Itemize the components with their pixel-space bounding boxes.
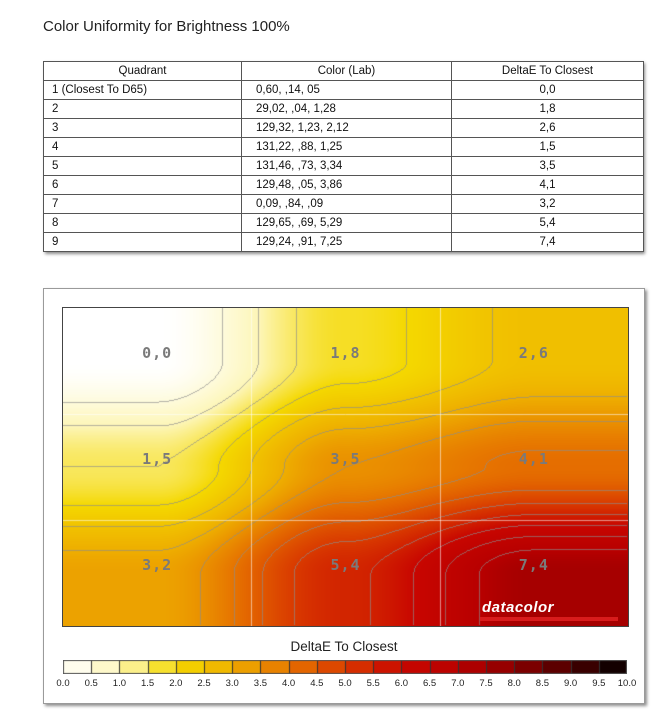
lab-cell: 131,46, ,73, 3,34 <box>242 157 452 176</box>
quadrant-cell: 8 <box>44 214 242 233</box>
lab-cell: 129,24, ,91, 7,25 <box>242 233 452 252</box>
table-row <box>44 81 644 100</box>
color-scale-bar <box>63 660 627 674</box>
table-row <box>44 157 644 176</box>
scale-tick-label: 6.5 <box>422 678 437 689</box>
quadrant-cell: 9 <box>44 233 242 252</box>
lab-cell: 131,22, ,88, 1,25 <box>242 138 452 157</box>
table-row <box>44 233 644 252</box>
quadrant-value-label: 3,5 <box>330 449 361 468</box>
scale-tick-label: 9.5 <box>592 678 606 689</box>
table-row <box>44 138 644 157</box>
scale-tick-label: 8.5 <box>535 678 549 689</box>
deltae-cell: 5,4 <box>452 214 644 233</box>
table-row <box>44 119 644 138</box>
scale-tick-label: 0.0 <box>56 678 70 689</box>
quadrant-value-label: 7,4 <box>518 555 549 574</box>
quadrant-value-label: 4,1 <box>518 449 549 468</box>
scale-tick-label: 4.0 <box>281 678 296 689</box>
scale-tick-label: 8.0 <box>507 678 521 689</box>
quadrant-value-label: 1,5 <box>142 449 173 468</box>
scale-tick-label: 7.0 <box>451 678 465 689</box>
header-deltae: DeltaE To Closest <box>452 62 644 81</box>
scale-tick-label: 2.5 <box>197 678 211 689</box>
scale-tick-label: 2.0 <box>169 678 183 689</box>
scale-tick-label: 1.0 <box>112 678 126 689</box>
uniformity-plot-panel <box>43 288 645 704</box>
deltae-cell: 7,4 <box>452 233 644 252</box>
quadrant-value-label: 2,6 <box>518 343 549 362</box>
quadrant-value-label: 3,2 <box>142 555 173 574</box>
logo-text: datacolor <box>482 599 555 616</box>
header-color-lab: Color (Lab) <box>242 62 452 81</box>
quadrant-value-label: 5,4 <box>330 555 361 574</box>
table-row <box>44 214 644 233</box>
table-header-row <box>44 62 644 81</box>
deltae-cell: 0,0 <box>452 81 644 100</box>
lab-cell: 0,09, ,84, ,09 <box>242 195 452 214</box>
page-title: Color Uniformity for Brightness 100% <box>43 18 290 35</box>
logo-bar <box>480 617 618 621</box>
lab-cell: 29,02, ,04, 1,28 <box>242 100 452 119</box>
scale-tick-label: 0.5 <box>84 678 98 689</box>
lab-cell: 129,65, ,69, 5,29 <box>242 214 452 233</box>
quadrant-cell: 6 <box>44 176 242 195</box>
deltae-cell: 2,6 <box>452 119 644 138</box>
lab-cell: 0,60, ,14, 05 <box>242 81 452 100</box>
scale-tick-labels <box>44 678 644 692</box>
header-quadrant: Quadrant <box>44 62 242 81</box>
scale-tick-label: 7.5 <box>479 678 493 689</box>
scale-title: DeltaE To Closest <box>290 639 398 654</box>
deltae-cell: 1,5 <box>452 138 644 157</box>
quadrant-cell: 5 <box>44 157 242 176</box>
quadrant-cell: 3 <box>44 119 242 138</box>
datacolor-logo <box>480 599 618 621</box>
table-row <box>44 176 644 195</box>
uniformity-table-container <box>43 61 643 252</box>
deltae-cell: 3,2 <box>452 195 644 214</box>
lab-cell: 129,48, ,05, 3,86 <box>242 176 452 195</box>
scale-tick-label: 9.0 <box>563 678 578 689</box>
scale-tick-label: 10.0 <box>617 678 637 689</box>
uniformity-table <box>43 61 644 252</box>
quadrant-cell: 7 <box>44 195 242 214</box>
quadrant-cell: 1 (Closest To D65) <box>44 81 242 100</box>
quadrant-value-label: 0,0 <box>142 343 173 362</box>
deltae-cell: 4,1 <box>452 176 644 195</box>
scale-tick-label: 5.0 <box>338 678 352 689</box>
quadrant-cell: 2 <box>44 100 242 119</box>
scale-tick-label: 1.5 <box>140 678 155 689</box>
scale-tick-label: 3.5 <box>253 678 267 689</box>
lab-cell: 129,32, 1,23, 2,12 <box>242 119 452 138</box>
quadrant-value-label: 1,8 <box>330 343 361 362</box>
deltae-cell: 1,8 <box>452 100 644 119</box>
scale-tick-label: 4.5 <box>310 678 324 689</box>
deltae-cell: 3,5 <box>452 157 644 176</box>
table-row <box>44 195 644 214</box>
scale-tick-label: 6.0 <box>394 678 408 689</box>
scale-tick-label: 5.5 <box>366 678 380 689</box>
quadrant-cell: 4 <box>44 138 242 157</box>
table-row <box>44 100 644 119</box>
scale-tick-label: 3.0 <box>225 678 239 689</box>
